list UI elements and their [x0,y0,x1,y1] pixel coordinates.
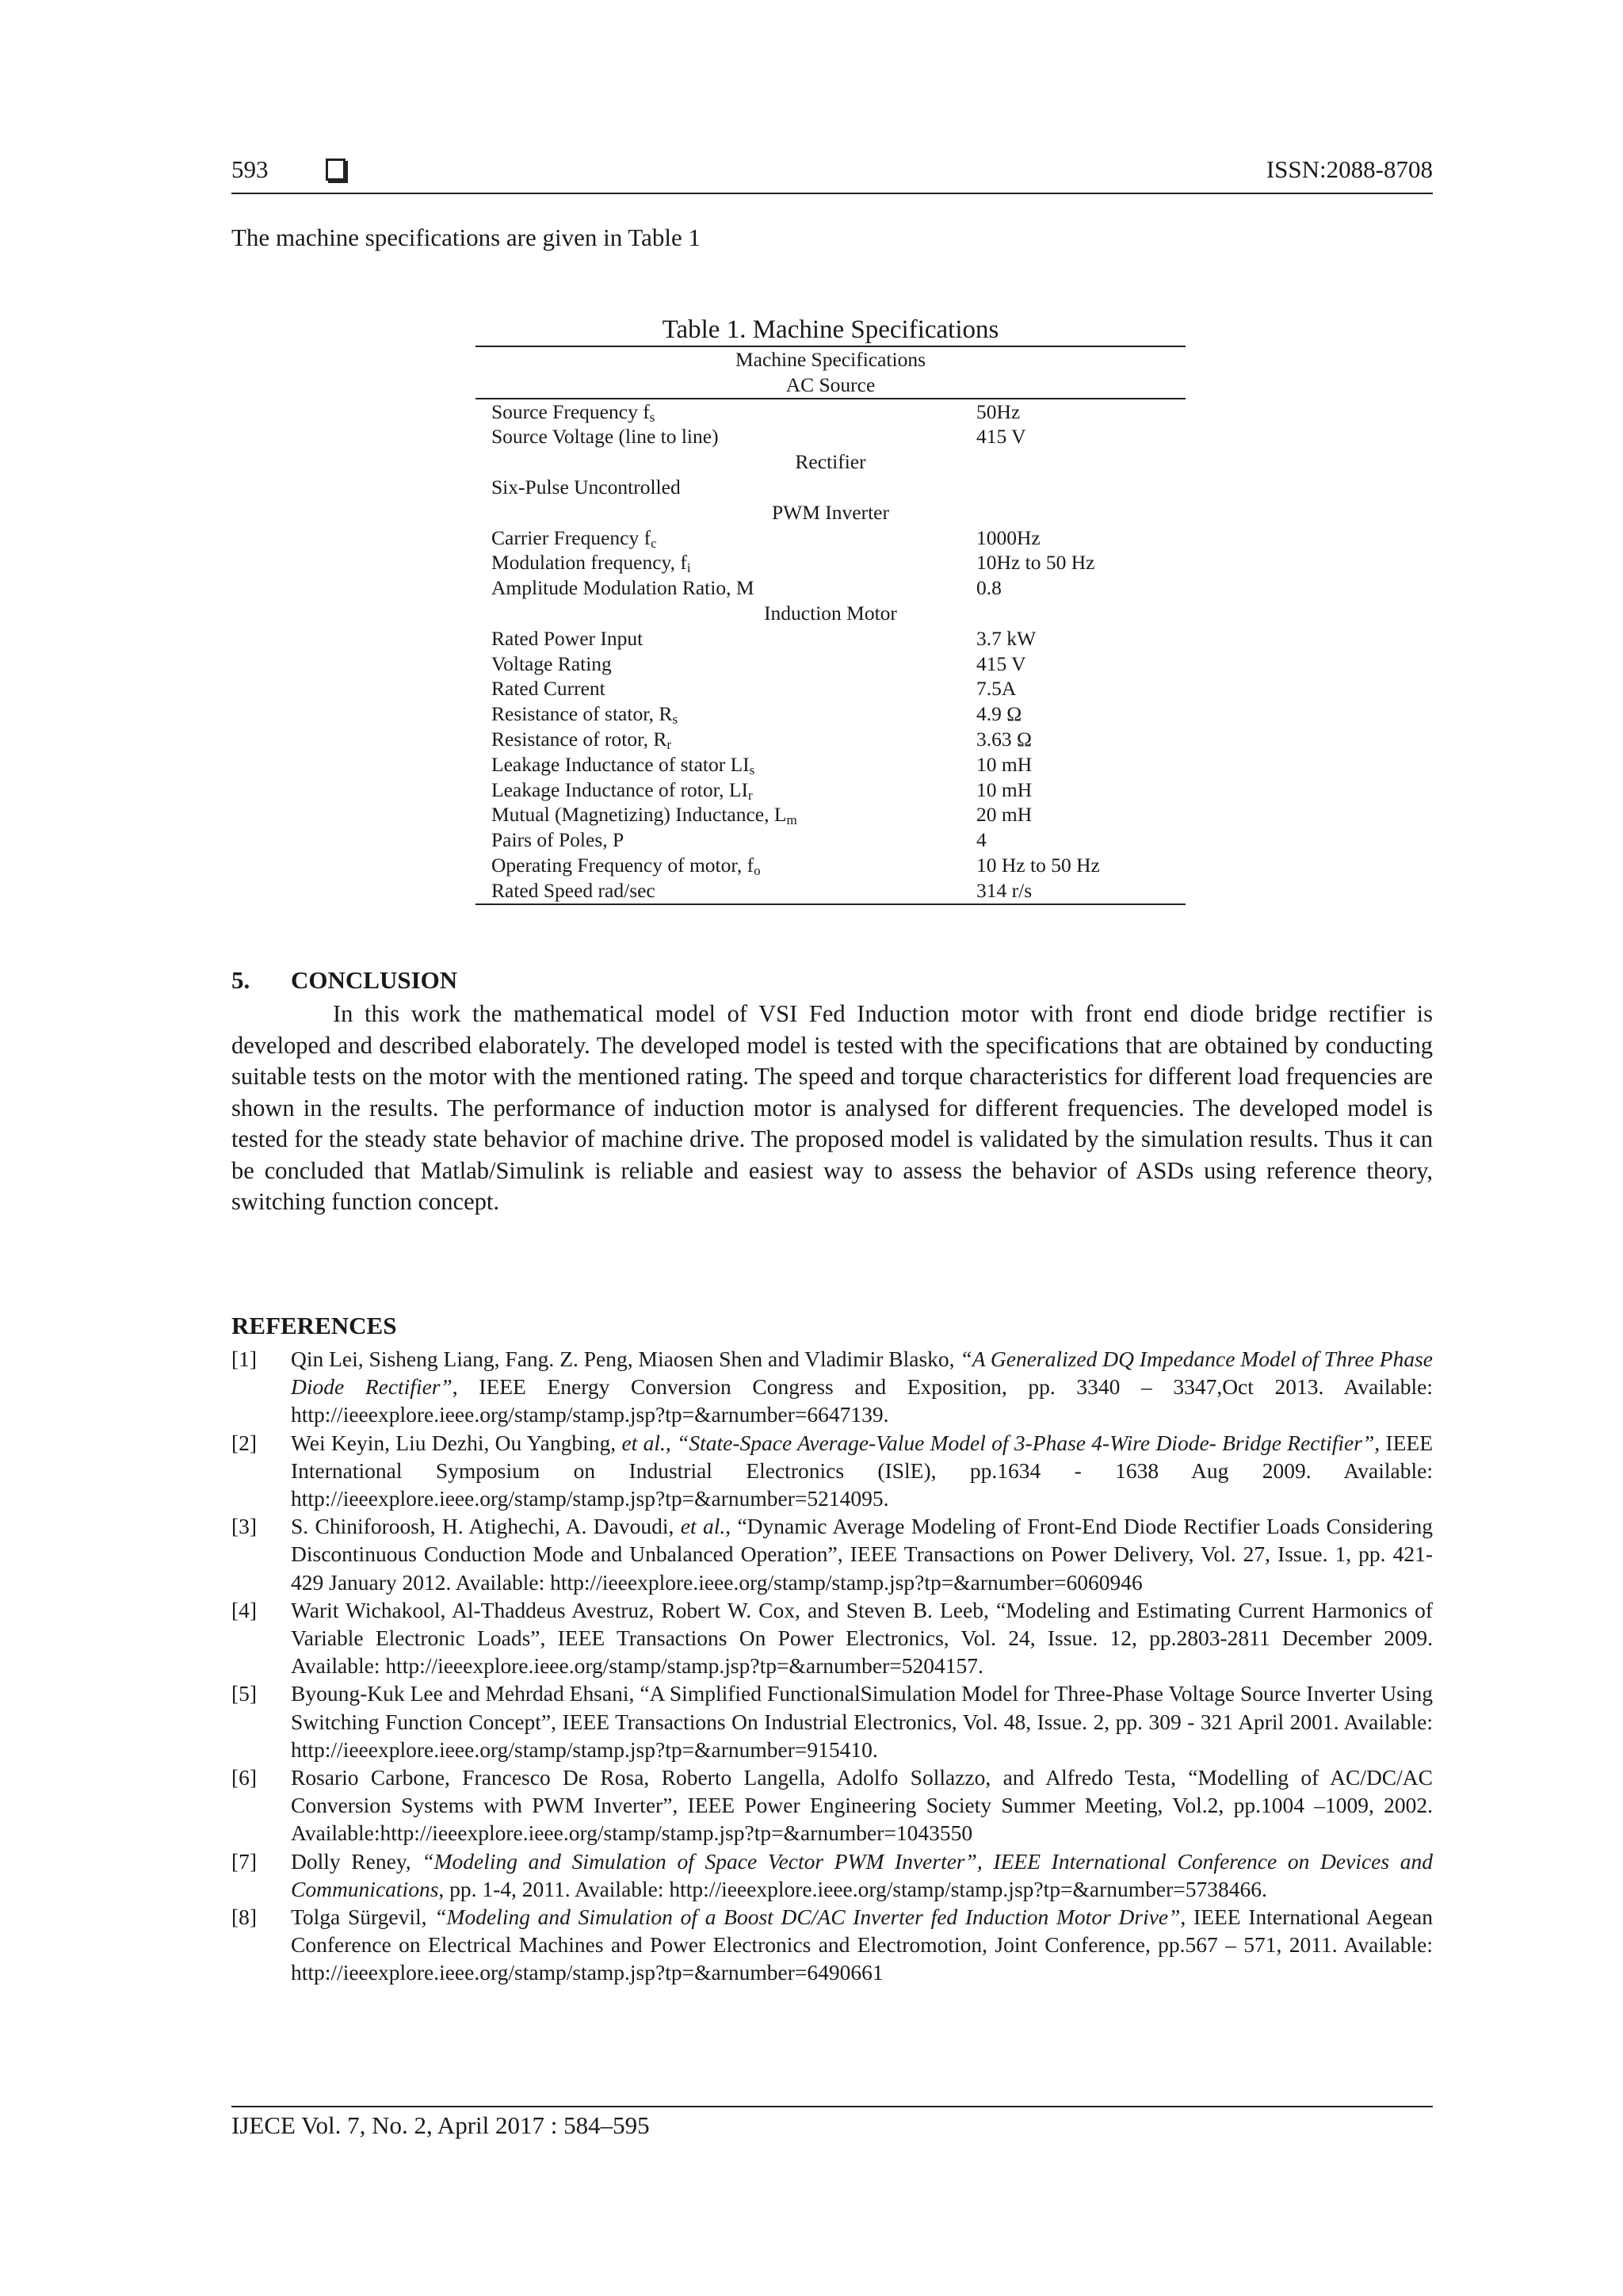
reference-text: Dolly Reney, “Modeling and Simulation of Space Vector PWM Inverter”, IEEE International Conference on Devices and Communications, pp. 1-4, 2011. Available: http://ieeexplore.ieee.org/stamp/stamp.jsp?tp=&arnumber=5738466. [291,1848,1433,1901]
subscript: s [749,762,755,777]
subscript: m [786,812,797,828]
parameter-cell: Leakage Inductance of rotor, $LI_r$ [491,777,753,803]
reference-text: S. Chiniforoosh, H. Atighechi, A. Davoudi, et al., “Dynamic Average Modeling of Front-End Diode Rectifier Loads Considering Discontinuous Conduction Mode and Unbalanced Operation”, IEEE Transactions on Power Delivery, Vol. 27, Issue. 1, pp. 421-429 January 2012. Available: http://ieeexplore.ieee.org/stamp/stamp.jsp?tp=&arnumber=6060946 [291,1514,1433,1595]
reference-item [231,1345,1433,1429]
reference-number: [4] [231,1597,258,1622]
section-label: Machine Specifications [735,348,926,371]
reference-text: Byoung-Kuk Lee and Mehrdad Ehsani, “A Simplified FunctionalSimulation Model for Three-Phase Voltage Source Inverter Using Switching Function Concept”, IEEE Transactions On Industrial Electronics, Vol. 48, Issue. 2, pp. 309 - 321 April 2001. Available: http://ieeexplore.ieee.org/stamp/stamp.jsp?tp=&arnumber=915410. [291,1681,1433,1762]
intro-text: The machine specifications are given in Table 1 [231,223,701,251]
value-cell: 20 mH [976,803,1033,827]
parameter-cell: Amplitude Modulation Ratio, M [491,576,754,600]
reference-text: Warit Wichakool, Al-Thaddeus Avestruz, Robert W. Cox, and Steven B. Leeb, “Modeling and Estimating Current Harmonics of Variable Electronic Loads”, IEEE Transactions On Power Electronics, Vol. 24, Issue. 12, pp.2803-2811 December 2009. Available: http://ieeexplore.ieee.org/stamp/stamp.jsp?tp=&arnumber=5204157. [291,1597,1433,1679]
table-section-row [475,500,1186,525]
subscript: i [686,560,691,576]
references-heading: REFERENCES [231,1312,397,1339]
table-row [475,777,1186,803]
parameter-cell: Pairs of Poles, P [491,828,624,852]
table-row [475,676,1186,701]
table-section-row [475,449,1186,475]
parameter-cell: Mutual (Magnetizing) Inductance, $L_m$ [491,803,797,828]
footer-rule [231,2106,1433,2107]
reference-title: “A Generalized DQ Impedance Model of Three Phase Diode Rectifier” [291,1347,1433,1400]
parameter-cell: Six-Pulse Uncontrolled [491,475,681,499]
subscript: c [651,535,657,551]
footer-citation: IJECE Vol. 7, No. 2, April 2017 : 584–595 [231,2111,650,2139]
table-row [475,878,1186,904]
reference-text: Tolga Sürgevil, “Modeling and Simulation of a Boost DC/AC Inverter fed Induction Motor Drive”, IEEE International Aegean Conference on Electrical Machines and Power Electronics and Electromotion, Joint Conference, pp.567 – 571, 2011. Available: http://ieeexplore.ieee.org/stamp/stamp.jsp?tp=&arnumber=6490661 [291,1904,1434,1985]
reference-list [231,1345,1433,1987]
reference-number: [5] [231,1681,258,1706]
checkbox-square-icon [326,159,346,181]
value-cell: 314 r/s [976,878,1033,902]
reference-item [231,1903,1433,1987]
reference-number: [3] [231,1514,258,1539]
table-row [475,399,1186,425]
value-cell: 4 [976,828,987,852]
subscript: o [754,862,761,878]
table-row [475,752,1186,777]
parameter-cell: Leakage Inductance of stator $LI_s$ [491,752,755,777]
subscript: r [747,787,753,803]
table-row [475,575,1186,601]
value-cell: 1000Hz [976,525,1041,549]
conclusion-heading [231,966,457,995]
reference-item [231,1679,1433,1763]
value-cell: 10Hz to 50 Hz [976,551,1095,575]
subscript: s [672,712,678,728]
header-rule [231,193,1433,194]
table-title: Table 1. Machine Specifications [662,315,999,344]
section-label: PWM Inverter [772,500,889,524]
table-section-row [475,601,1186,626]
reference-number: [6] [231,1765,258,1790]
table-row [475,802,1186,827]
table-row [475,827,1186,853]
parameter-cell: Rated Power Input [491,626,643,650]
table-row [475,626,1186,651]
table-section-row [475,347,1186,372]
section-number: 5. [231,966,250,994]
table-row [475,424,1186,449]
reference-text: Qin Lei, Sisheng Liang, Fang. Z. Peng, Miaosen Shen and Vladimir Blasko, “A Generalized DQ Impedance Model of Three Phase Diode Rectifier”, IEEE Energy Conversion Congress and Exposition, pp. 3340 – 3347,Oct 2013. Available: http://ieeexplore.ieee.org/stamp/stamp.jsp?tp=&arnumber=6647139. [291,1347,1433,1427]
parameter-cell: Rated Current [491,677,605,701]
value-cell: 7.5A [976,677,1017,701]
subscript: r [666,736,672,752]
reference-item [231,1847,1433,1903]
reference-number: [2] [231,1430,258,1455]
parameter-cell: Voltage Rating [491,651,612,675]
reference-title: et al. [680,1514,726,1539]
reference-title: “Modeling and Simulation of Space Vector PWM Inverter”, IEEE International Conference on Devices and Communications [291,1848,1433,1901]
section-label: Induction Motor [764,601,897,625]
parameter-cell: Source Frequency $f_s$ [491,399,655,425]
parameter-cell: Source Voltage (line to line) [491,425,719,449]
table-row [475,651,1186,677]
value-cell: 50Hz [976,399,1021,423]
value-cell: 10 Hz to 50 Hz [976,853,1100,877]
table-row [475,475,1186,500]
page-number: 593 [231,155,269,183]
reference-number: [7] [231,1848,258,1874]
parameter-cell: Modulation frequency, $f_i$ [491,551,691,576]
parameter-cell: Carrier Frequency $f_c$ [491,525,657,551]
journal-issn: ISSN:2088-8708 [1266,155,1433,183]
parameter-cell: Resistance of stator, $R_s$ [491,702,678,728]
value-cell: 0.8 [976,576,1002,600]
value-cell: 10 mH [976,777,1033,801]
reference-number: [1] [231,1347,258,1371]
table-section-row [475,372,1186,399]
reference-text: Rosario Carbone, Francesco De Rosa, Roberto Langella, Adolfo Sollazzo, and Alfredo Testa, “Modelling of AC/DC/AC Conversion Systems with PWM Inverter”, IEEE Power Engineering Society Summer Meeting, Vol.2, pp.1004 –1009, 2002. Available:http://ieeexplore.ieee.org/stamp/stamp.jsp?tp=&arnumber=1043550 [291,1765,1433,1846]
reference-title: “Modeling and Simulation of a Boost DC/AC Inverter fed Induction Motor Drive” [434,1904,1181,1930]
subscript: s [649,409,655,425]
table-row [475,853,1186,878]
section-label: Rectifier [795,450,866,474]
reference-item [231,1596,1433,1680]
reference-item [231,1429,1433,1513]
reference-title: et al., “State-Space Average-Value Model of 3-Phase 4-Wire Diode- Bridge Rectifier” [621,1430,1375,1455]
reference-text: Wei Keyin, Liu Dezhi, Ou Yangbing, et al., “State-Space Average-Value Model of 3-Phase 4-Wire Diode- Bridge Rectifier”, IEEE International Symposium on Industrial Electronics (ISlE), pp.1634 - 1638 Aug 2009. Available: http://ieeexplore.ieee.org/stamp/stamp.jsp?tp=&arnumber=5214095. [291,1430,1433,1511]
specifications-table [475,346,1186,905]
value-cell: 4.9 Ω [976,702,1022,726]
value-cell: 10 mH [976,752,1033,776]
value-cell: 415 V [976,651,1026,675]
table-row [475,727,1186,752]
parameter-cell: Resistance of rotor, $R_r$ [491,727,672,752]
value-cell: 415 V [976,425,1026,449]
section-label: AC Source [785,372,876,396]
reference-number: [8] [231,1904,258,1930]
conclusion-paragraph: In this work the mathematical model of VSI Fed Induction motor with front end diode bridge rectifier is developed and described elaborately. The developed model is tested with the specifications that are obtained by conducting suitable tests on the motor with the mentioned rating. The speed and torque characteristics for different load frequencies are shown in the results. The performance of induction motor is analysed for different frequencies. The developed model is tested for the steady state behavior of machine drive. The proposed model is validated by the simulation results. Thus it can be concluded that Matlab/Simulink is reliable and easiest way to assess the behavior of ASDs using reference theory, switching function concept. [231,1000,1433,1215]
value-cell: 3.7 kW [976,626,1037,650]
value-cell: 3.63 Ω [976,727,1032,751]
section-title: CONCLUSION [291,966,458,994]
table-row [475,701,1186,727]
reference-item [231,1512,1433,1596]
reference-item [231,1763,1433,1847]
parameter-cell: Operating Frequency of motor, $f_o$ [491,853,761,878]
table-row [475,550,1186,575]
table-row [475,525,1186,551]
parameter-cell: Rated Speed rad/sec [491,878,655,902]
